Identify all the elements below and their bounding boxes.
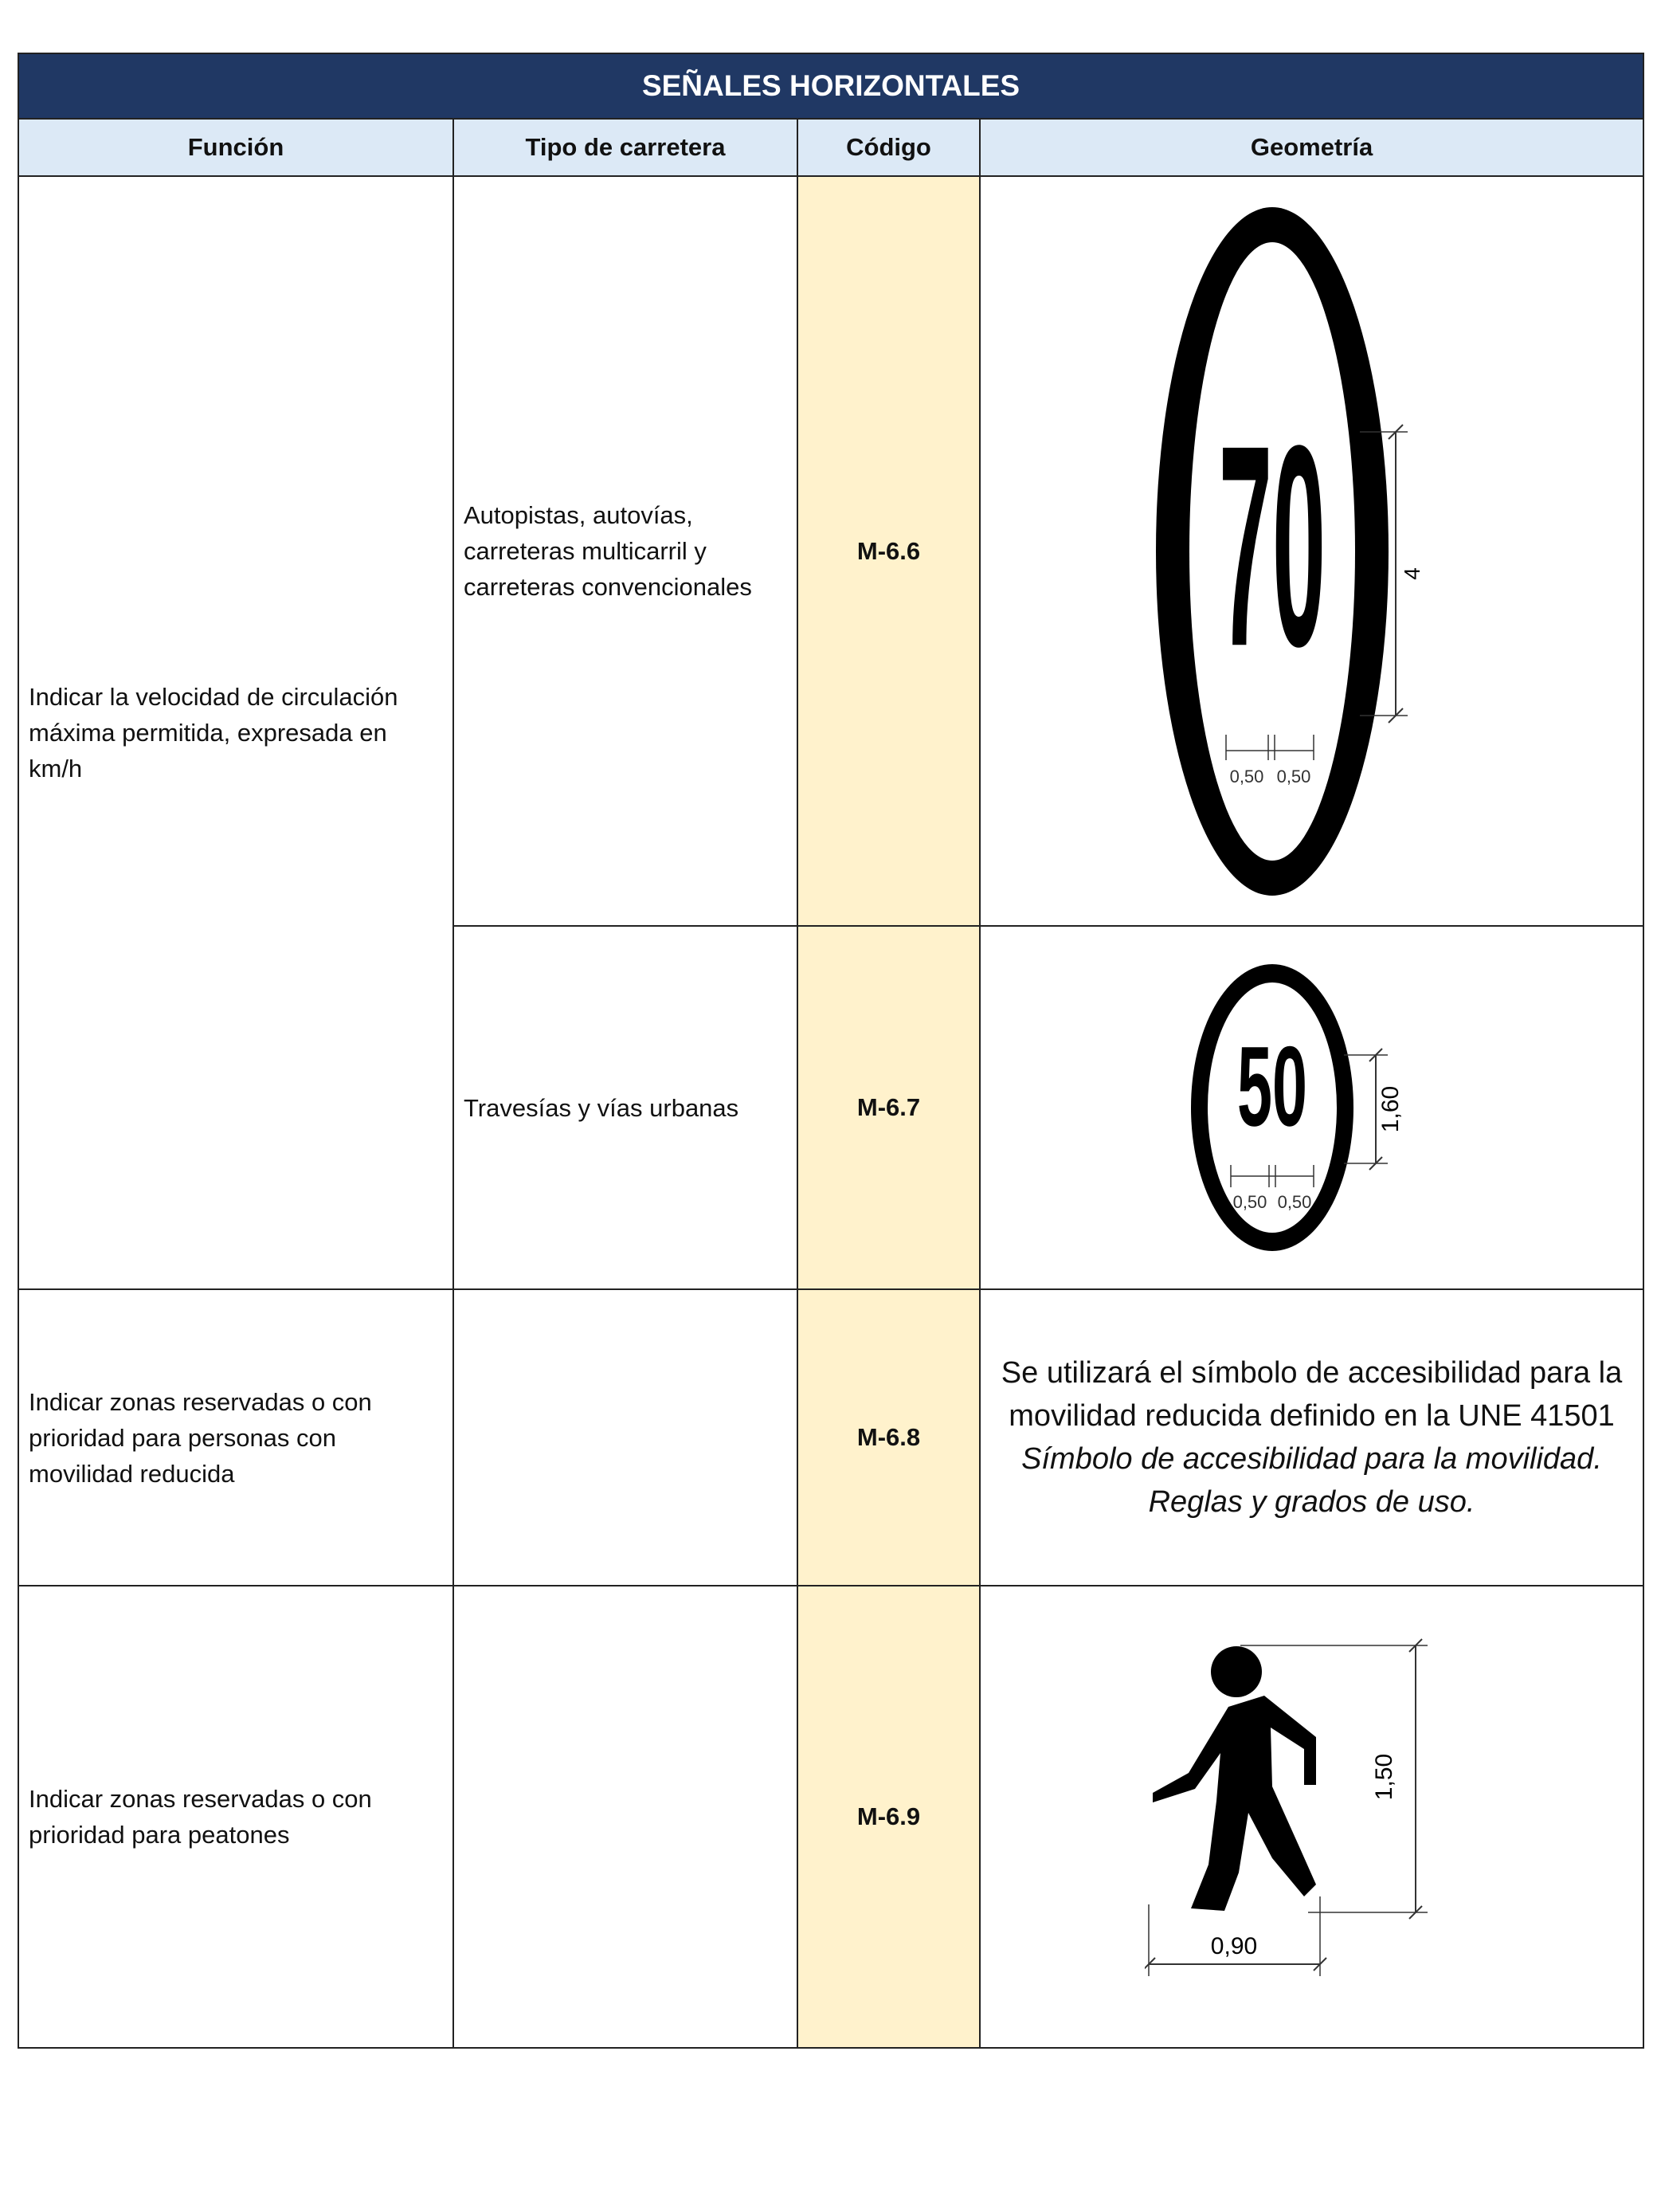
signals-table	[18, 53, 1644, 2049]
funcion-cell: Indicar zonas reservadas o con prioridad para personas con movilidad reducida	[18, 1289, 453, 1586]
tipo-cell	[453, 1586, 797, 2048]
speed-limit-50-icon	[1145, 956, 1479, 1259]
dim-digit-2-label: 0,50	[1276, 766, 1310, 786]
dim-digit-2-label: 0,50	[1277, 1192, 1311, 1212]
reference-text: Se utilizará el símbolo de accesibilidad para la movilidad reducida definido en la UNE 41501	[1001, 1356, 1623, 1433]
header-tipo: Tipo de carretera	[453, 119, 797, 176]
table-row	[18, 176, 1643, 926]
codigo-cell: M-6.7	[797, 926, 980, 1289]
geometria-cell	[980, 926, 1643, 1289]
accessibility-reference	[981, 1351, 1643, 1524]
speed-limit-70-icon	[1145, 193, 1479, 910]
codigo-cell: M-6.9	[797, 1586, 980, 2048]
table-row	[18, 1586, 1643, 2048]
tipo-cell	[453, 1289, 797, 1586]
tipo-cell: Autopistas, autovías, carreteras multicarril y carreteras convencionales	[453, 176, 797, 926]
header-funcion: Función	[18, 119, 453, 176]
codigo-cell: M-6.6	[797, 176, 980, 926]
dim-digit-1-label: 0,50	[1229, 766, 1263, 786]
codigo-cell: M-6.8	[797, 1289, 980, 1586]
dim-height-label: 4	[1399, 567, 1424, 580]
tipo-cell: Travesías y vías urbanas	[453, 926, 797, 1289]
dim-width-label: 0,90	[1210, 1933, 1257, 1959]
table-title: SEÑALES HORIZONTALES	[18, 53, 1643, 119]
header-codigo: Código	[797, 119, 980, 176]
geometria-cell	[980, 1289, 1643, 1586]
header-geometria: Geometría	[980, 119, 1643, 176]
table-row	[18, 1289, 1643, 1586]
pedestrian-icon	[1145, 1634, 1479, 2000]
dim-height-label: 1,50	[1370, 1753, 1397, 1801]
geometria-cell	[980, 176, 1643, 926]
funcion-cell: Indicar la velocidad de circulación máxima permitida, expresada en km/h	[18, 176, 453, 1289]
funcion-cell: Indicar zonas reservadas o con prioridad para peatones	[18, 1586, 453, 2048]
dim-height-label: 1,60	[1377, 1085, 1404, 1133]
reference-italic-title: Símbolo de accesibilidad para la movilidad. Reglas y grados de uso.	[1021, 1442, 1602, 1519]
sign-number-70: 70	[1218, 384, 1326, 706]
dim-digit-1-label: 0,50	[1232, 1192, 1267, 1212]
geometria-cell	[980, 1586, 1643, 2048]
sign-number-50: 50	[1236, 1023, 1307, 1151]
